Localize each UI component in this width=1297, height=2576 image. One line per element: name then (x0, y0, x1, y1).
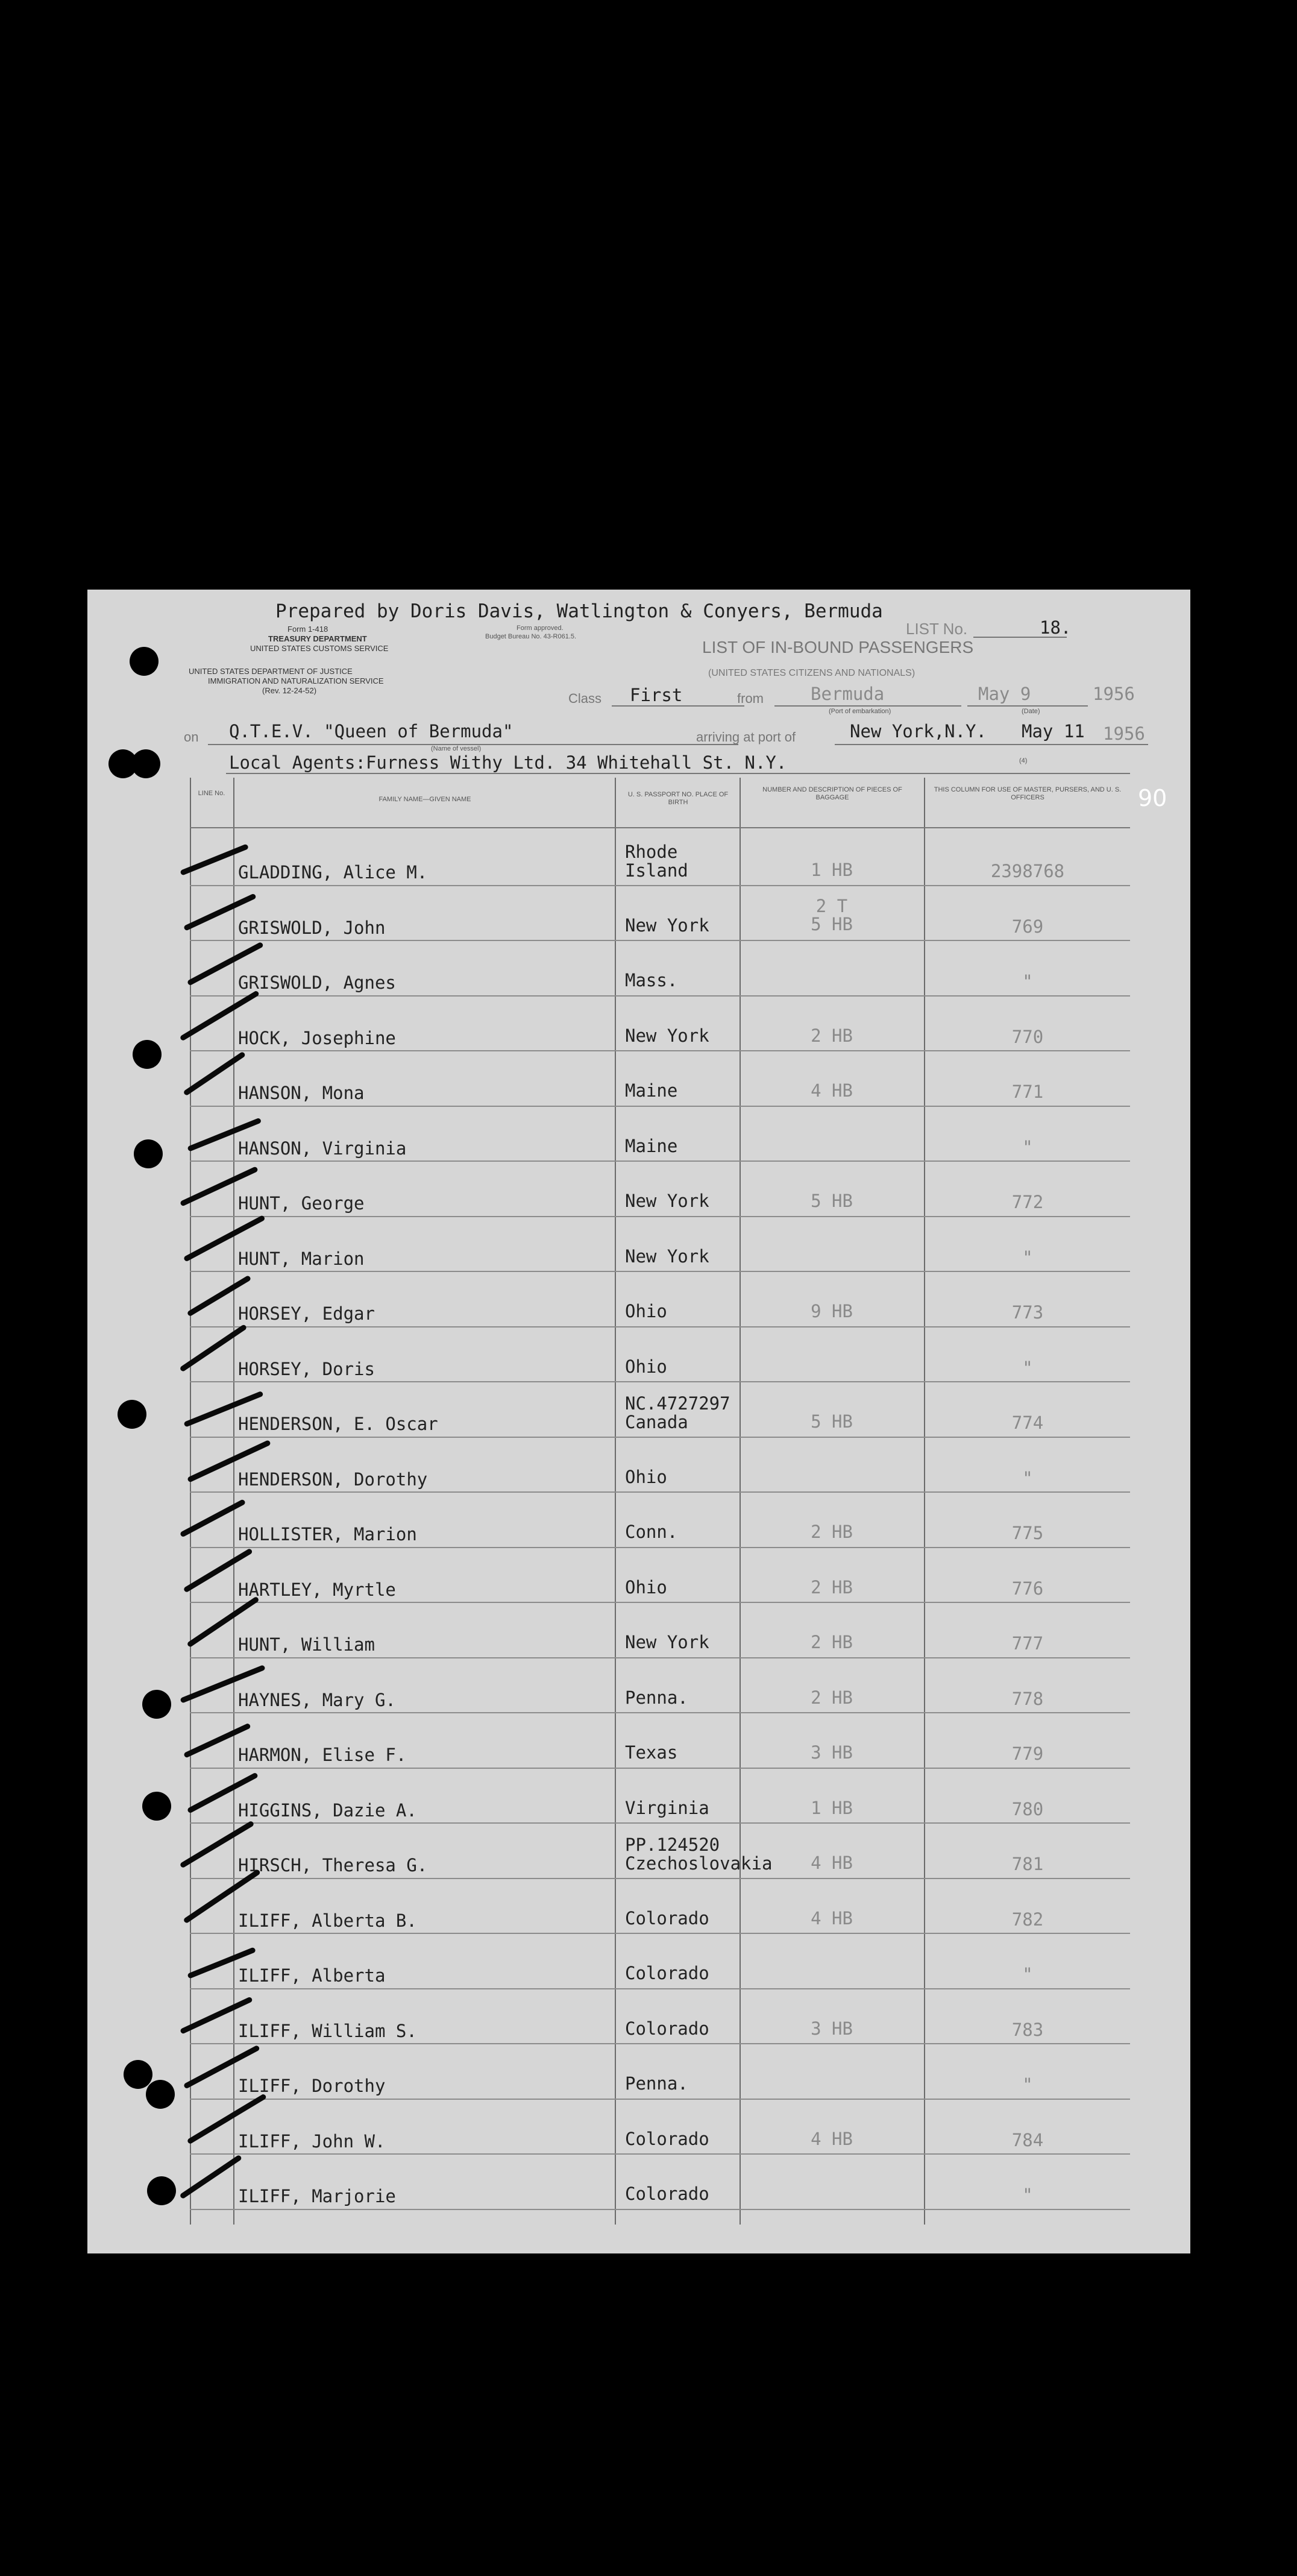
official-number: " (1022, 1964, 1033, 1985)
baggage: 4 HB (811, 1080, 853, 1101)
arriving-label: arriving at port of (696, 729, 796, 745)
passenger-name: ILIFF, Alberta B. (238, 1910, 417, 1931)
row-rule (190, 1050, 1130, 1051)
baggage: 4 HB (811, 1907, 853, 1929)
row-rule (190, 995, 1130, 997)
list-number-value: 18. (1040, 617, 1072, 638)
passenger-name: HUNT, William (238, 1634, 375, 1655)
passenger-name: HAYNES, Mary G. (238, 1689, 396, 1710)
official-number: 773 (1011, 1302, 1044, 1323)
row-rule (190, 1271, 1130, 1272)
official-number: 783 (1011, 2019, 1044, 2040)
place-of-birth: Rhode Island (625, 842, 688, 881)
place-of-birth: Ohio (625, 1356, 667, 1377)
row-rule (190, 1381, 1130, 1382)
date-caption: (Date) (1022, 708, 1040, 715)
row-rule (190, 2209, 1130, 2210)
departure-date: May 9 (978, 684, 1031, 704)
official-number: 778 (1011, 1688, 1044, 1709)
vessel-name: Q.T.E.V. "Queen of Bermuda" (229, 721, 513, 742)
passenger-name: HENDERSON, Dorothy (238, 1469, 428, 1490)
baggage: 5 HB (811, 1191, 853, 1211)
baggage: 9 HB (811, 1301, 853, 1321)
place-of-birth: New York (625, 1025, 709, 1046)
embarkation-port: Bermuda (811, 684, 885, 704)
official-number: 771 (1011, 1082, 1044, 1102)
place-of-birth: Colorado (625, 1907, 709, 1929)
row-rule (190, 1491, 1130, 1493)
manifest-sheet (87, 590, 1190, 2253)
baggage: 4 HB (811, 1853, 853, 1873)
binder-hole (133, 1040, 162, 1069)
passenger-name: ILIFF, Dorothy (238, 2076, 386, 2096)
passenger-name: HORSEY, Doris (238, 1358, 375, 1379)
arrival-port: New York,N.Y. (850, 721, 987, 742)
official-number: 777 (1011, 1633, 1044, 1654)
row-rule (190, 1106, 1130, 1107)
local-agents-line: Local Agents:Furness Withy Ltd. 34 Whitehall St. N.Y. (229, 752, 787, 773)
official-number: 784 (1011, 2129, 1044, 2150)
place-of-birth: Maine (625, 1135, 678, 1156)
baggage: 2 HB (811, 1576, 853, 1598)
col-header-passport: U. S. PASSPORT NO. PLACE OF BIRTH (627, 791, 729, 806)
row-rule (190, 1602, 1130, 1603)
binder-hole (130, 647, 159, 676)
passenger-table (190, 778, 1130, 2225)
row-rule (190, 2153, 1130, 2155)
place-of-birth: Ohio (625, 1576, 667, 1598)
passenger-name: HUNT, George (238, 1193, 365, 1214)
passenger-name: HANSON, Virginia (238, 1138, 407, 1159)
class-value: First (630, 685, 683, 705)
official-number: 2398768 (990, 861, 1065, 881)
passenger-name: ILIFF, Marjorie (238, 2186, 396, 2206)
official-number: 779 (1011, 1743, 1044, 1764)
col-header-baggage: NUMBER AND DESCRIPTION OF PIECES OF BAGGAGE (762, 786, 902, 801)
binder-hole (118, 1400, 146, 1429)
agents-rule (226, 773, 1130, 774)
place-of-birth: New York (625, 1632, 709, 1652)
place-of-birth: Penna. (625, 2073, 688, 2094)
row-rule (190, 1768, 1130, 1769)
passenger-name: ILIFF, John W. (238, 2130, 386, 2152)
binder-hole (131, 749, 160, 778)
row-rule (190, 1933, 1130, 1934)
binder-hole (124, 2060, 152, 2089)
row-rule (190, 1822, 1130, 1824)
place-of-birth: Mass. (625, 970, 678, 990)
row-rule (190, 1216, 1130, 1217)
passenger-name: GRISWOLD, Agnes (238, 972, 396, 993)
baggage: 2 HB (811, 1522, 853, 1542)
vessel-caption: (Name of vessel) (431, 745, 482, 752)
official-number: 780 (1011, 1798, 1044, 1819)
form-title: LIST OF IN-BOUND PASSENGERS (702, 638, 974, 657)
passenger-name: HORSEY, Edgar (238, 1303, 375, 1324)
class-label: Class (568, 691, 602, 706)
official-number: 776 (1011, 1578, 1044, 1599)
row-rule (190, 1878, 1130, 1879)
class-rule (612, 705, 744, 707)
passenger-name: HOLLISTER, Marion (238, 1524, 417, 1545)
binder-hole (142, 1690, 171, 1719)
official-number: 781 (1011, 1854, 1044, 1874)
binder-hole (134, 1139, 163, 1168)
budget-approved: Form approved. (517, 625, 564, 632)
official-number: " (1022, 2185, 1033, 2205)
place-of-birth: Ohio (625, 1301, 667, 1321)
place-of-birth: New York (625, 1245, 709, 1267)
prepared-by-line: Prepared by Doris Davis, Watlington & Conyers, Bermuda (275, 600, 883, 622)
row-rule (190, 2099, 1130, 2100)
place-of-birth: NC.4727297 Canada (625, 1393, 730, 1432)
place-of-birth: Maine (625, 1080, 678, 1101)
row-rule (190, 885, 1130, 886)
official-number: 774 (1011, 1412, 1044, 1433)
baggage: 4 HB (811, 2128, 853, 2149)
official-number: " (1022, 1357, 1033, 1378)
place-of-birth: New York (625, 1191, 709, 1211)
official-number: " (1022, 1467, 1033, 1488)
place-of-birth: Colorado (625, 2184, 709, 2204)
customs-service: UNITED STATES CUSTOMS SERVICE (250, 644, 389, 653)
passenger-name: ILIFF, William S. (238, 2020, 417, 2041)
row-rule (190, 1547, 1130, 1548)
on-label: on (184, 729, 199, 745)
passenger-name: GRISWOLD, John (238, 917, 386, 938)
arrival-rule (835, 744, 1148, 745)
treasury-department: TREASURY DEPARTMENT (268, 634, 367, 643)
arrival-year: 1956 (1103, 723, 1145, 744)
frame-number: 90 (1138, 785, 1167, 811)
arrival-date: May 11 (1022, 721, 1085, 742)
place-of-birth: New York (625, 915, 709, 936)
baggage: 2 HB (811, 1025, 853, 1046)
passenger-name: HUNT, Marion (238, 1248, 365, 1269)
baggage: 3 HB (811, 2018, 853, 2039)
col-header-official: THIS COLUMN FOR USE OF MASTER, PURSERS, AND U. S. OFFICERS (934, 786, 1122, 801)
passenger-name: HENDERSON, E. Oscar (238, 1414, 438, 1434)
row-rule (190, 940, 1130, 941)
passenger-name: HOCK, Josephine (238, 1027, 396, 1048)
place-of-birth: PP.124520 Czechoslovakia (625, 1834, 773, 1874)
row-rule (190, 1437, 1130, 1438)
official-number: 769 (1011, 916, 1044, 937)
col-header-name: FAMILY NAME—GIVEN NAME (378, 796, 471, 803)
row-rule (190, 1657, 1130, 1658)
official-number: " (1022, 2074, 1033, 2095)
justice-department: UNITED STATES DEPARTMENT OF JUSTICE (189, 667, 353, 676)
row-rule (190, 2043, 1130, 2044)
passenger-name: HIGGINS, Dazie A. (238, 1800, 417, 1821)
baggage: 3 HB (811, 1742, 853, 1763)
place-of-birth: Colorado (625, 2128, 709, 2149)
official-number: 770 (1011, 1026, 1044, 1047)
form-number: Form 1-418 (287, 625, 328, 634)
official-number: " (1022, 1136, 1033, 1157)
place-of-birth: Conn. (625, 1522, 678, 1542)
baggage: 5 HB (811, 1411, 853, 1432)
baggage: 1 HB (811, 1797, 853, 1818)
date-rule (967, 705, 1088, 707)
form-subtitle: (UNITED STATES CITIZENS AND NATIONALS) (708, 668, 915, 678)
passenger-name: HIRSCH, Theresa G. (238, 1855, 428, 1875)
list-number-label: LIST No. (906, 620, 968, 638)
place-of-birth: Penna. (625, 1687, 688, 1708)
from-label: from (737, 691, 764, 706)
passenger-name: HARMON, Elise F. (238, 1745, 407, 1765)
binder-hole (146, 2080, 175, 2109)
col-header-line-no: LINE No. (198, 790, 225, 797)
baggage: 2 T 5 HB (811, 895, 853, 934)
binder-hole (142, 1792, 171, 1821)
baggage: 2 HB (811, 1632, 853, 1652)
form-revision: (Rev. 12-24-52) (262, 686, 317, 695)
official-number: 782 (1011, 1909, 1044, 1930)
place-of-birth: Colorado (625, 2018, 709, 2039)
departure-year: 1956 (1093, 684, 1135, 704)
immigration-service: IMMIGRATION AND NATURALIZATION SERVICE (208, 676, 384, 685)
passenger-name: HARTLEY, Myrtle (238, 1579, 396, 1600)
official-number: 772 (1011, 1192, 1044, 1212)
place-of-birth: Ohio (625, 1466, 667, 1487)
place-of-birth: Virginia (625, 1797, 709, 1818)
row-rule (190, 1326, 1130, 1327)
row-rule (190, 1712, 1130, 1713)
official-number: 775 (1011, 1523, 1044, 1543)
row-rule (190, 1988, 1130, 1989)
budget-number: Budget Bureau No. 43-R061.5. (485, 633, 577, 640)
passenger-name: ILIFF, Alberta (238, 1965, 386, 1986)
place-of-birth: Colorado (625, 1963, 709, 1983)
port-rule (774, 705, 961, 707)
passenger-name: HANSON, Mona (238, 1083, 365, 1103)
binder-hole (147, 2176, 176, 2205)
passenger-name: GLADDING, Alice M. (238, 862, 428, 883)
place-of-birth: Texas (625, 1742, 678, 1763)
agents-caption: (4) (1019, 757, 1028, 764)
row-rule (190, 1160, 1130, 1162)
official-number: " (1022, 971, 1033, 992)
baggage: 2 HB (811, 1687, 853, 1708)
header-bottom-rule (190, 827, 1130, 828)
official-number: " (1022, 1247, 1033, 1268)
port-caption: (Port of embarkation) (829, 708, 891, 715)
baggage: 1 HB (811, 860, 853, 880)
